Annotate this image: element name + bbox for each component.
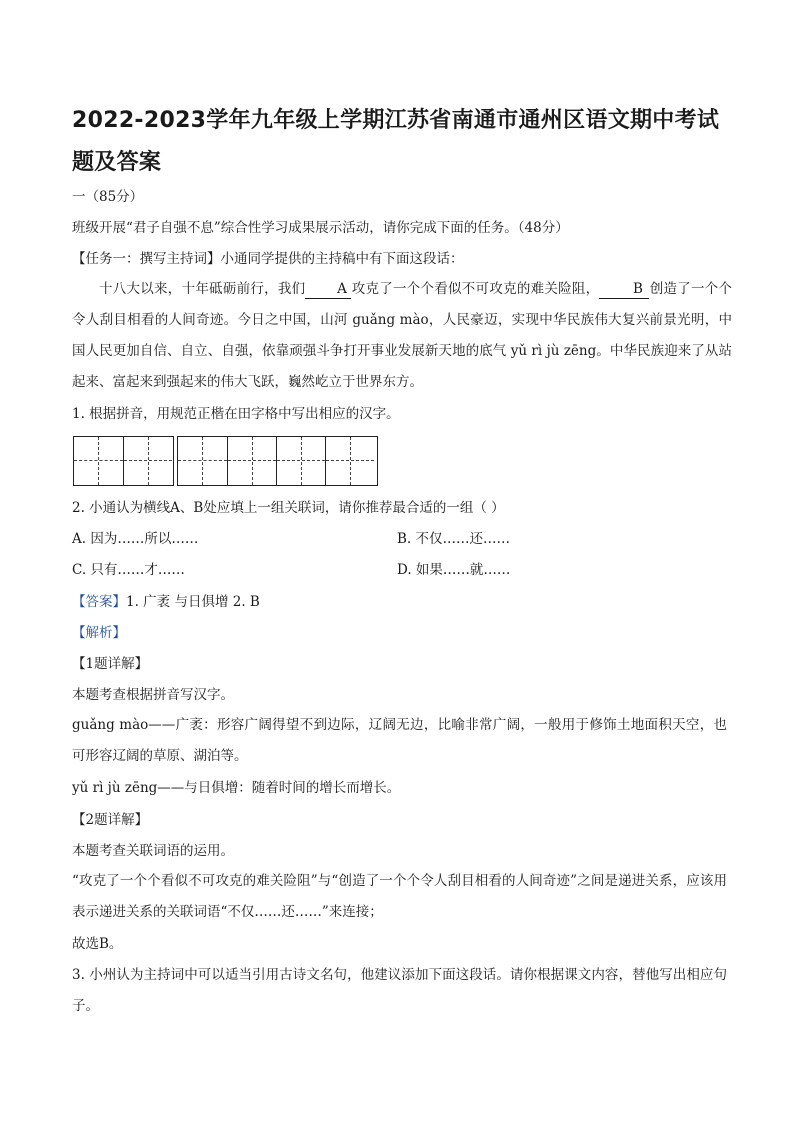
passage-part2: 攻克了一个个看似不可攻克的难关险阻， [351, 281, 600, 297]
blank-b: B [599, 280, 649, 299]
task1-text: 小通同学提供的主持稿中有下面这段话： [220, 251, 464, 267]
option-b: B. 不仅……还…… [397, 531, 511, 547]
detail2-line2: “攻克了一个个看似不可攻克的难关险阻”与“创造了一个个令人刮目相看的人间奇迹”之间是递进关系，应该用表示递进关系的关联词语“不仅……还……”来连接； [72, 873, 727, 920]
tianzige-cell [74, 437, 123, 485]
detail1-line2: guǎng mào——广袤：形容广阔得望不到边际，辽阔无边，比喻非常广阔，一般用于修饰土地面积天空，也可形容辽阔的草原、湖泊等。 [72, 717, 727, 764]
passage-paragraph [72, 274, 732, 398]
answer-label: 【答案】 [72, 594, 126, 610]
detail1-line3: yǔ rì jù zēng——与日俱增：随着时间的增长而增长。 [72, 780, 401, 796]
detail1-line1: 本题考查根据拼音写汉字。 [72, 687, 234, 703]
task1-label: 【任务一：撰写主持词】 [72, 251, 221, 267]
question-3: 3. 小州认为主持词中可以适当引用古诗文名句，他建议添加下面这段话。请你根据课文内容，替他写出相应句子。 [72, 967, 727, 1014]
intro-text: 班级开展“君子自强不息”综合性学习成果展示活动，请你完成下面的任务。（48分） [72, 220, 569, 236]
option-c: C. 只有……才…… [72, 562, 185, 578]
tianzige-cell [178, 437, 227, 485]
detail2-line3: 故选B。 [72, 936, 123, 952]
option-a: A. 因为……所以…… [72, 531, 199, 547]
answer-line [72, 592, 732, 612]
blank-a: A [305, 280, 351, 299]
question-2: 2. 小通认为横线A、B处应填上一组关联词，请你推荐最合适的一组（ ） [72, 500, 505, 516]
analysis-label: 【解析】 [72, 625, 126, 641]
tianzige-cell [227, 437, 276, 485]
tianzige-cell [123, 437, 172, 485]
detail2-line1: 本题考查关联词语的运用。 [72, 843, 234, 859]
detail1-label: 【1题详解】 [72, 656, 149, 672]
answer-text: 1. 广袤 与日俱增 2. B [126, 594, 260, 610]
passage-part1: 十八大以来，十年砥砺前行，我们 [99, 281, 306, 297]
task1-line [72, 249, 732, 269]
question-1: 1. 根据拼音，用规范正楷在田字格中写出相应的汉字。 [72, 406, 400, 422]
tianzige-grid-2 [177, 436, 378, 486]
page-title: 2022-2023学年九年级上学期江苏省南通市通州区语文期中考试题及答案 [72, 108, 720, 175]
tianzige-grid-1 [73, 436, 174, 486]
tianzige-cell [325, 437, 374, 485]
detail2-label: 【2题详解】 [72, 812, 149, 828]
section-header: 一（85分） [72, 189, 144, 205]
passage-part3: 创造了一个个令人刮目相看的人间奇迹。今日之中国，山河 guǎng mào，人民豪迈，实现中华民族伟大复兴前景光明，中国人民更加自信、自立、自强，依靠顽强斗争打开事业发展新天地的底气 yǔ rì jù zēng。中华民族迎来了从站起来、富起来到强起来的伟大飞跃，巍然屹立于世界东方。 [72, 281, 733, 390]
option-d: D. 如果……就…… [397, 562, 511, 578]
tianzige-cell [276, 437, 325, 485]
